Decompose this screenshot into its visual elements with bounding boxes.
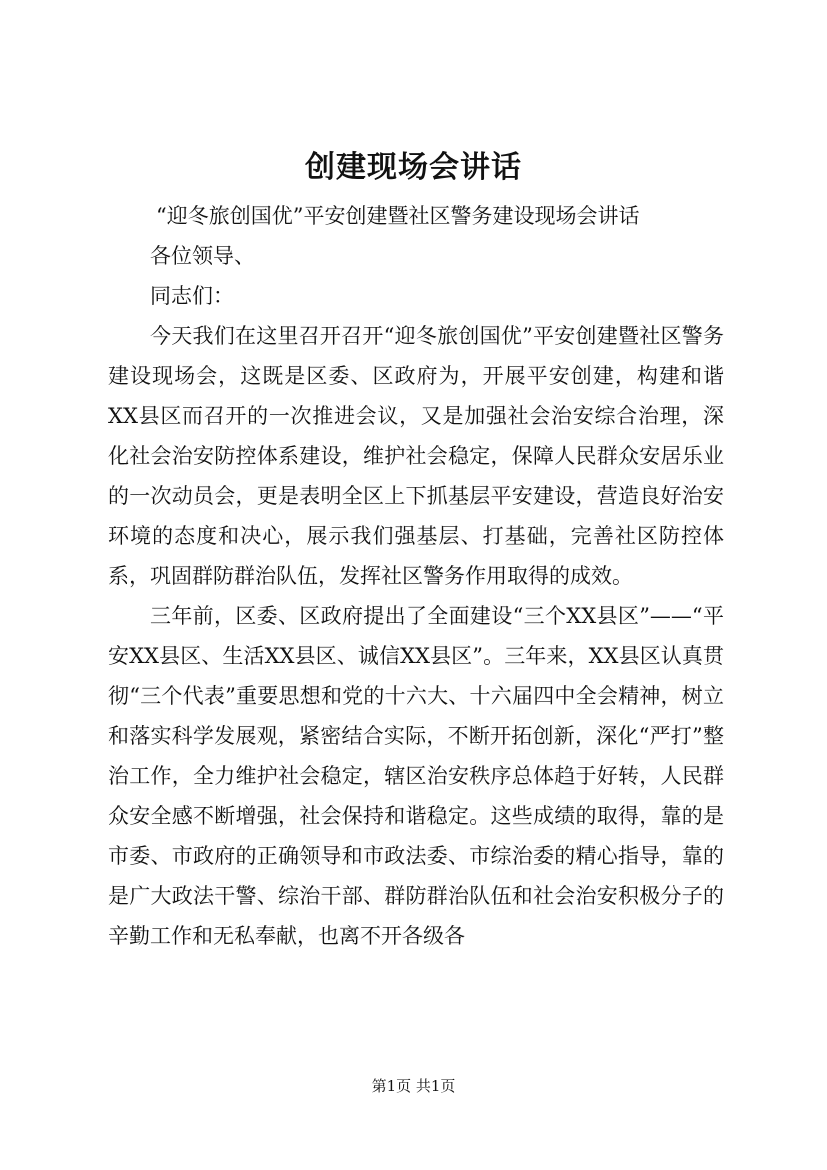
salutation-line-2: 同志们： <box>150 284 234 308</box>
salutation-line-1: 各位领导、 <box>150 244 255 268</box>
body-paragraph: 今天我们在这里召开召开“迎冬旅创国优”平安创建暨社区警务建设现场会，这既是区委、区政府为，开展平安创建，构建和谐XX县区而召开的一次推进会议，又是加强社会治安综合治理，深化社会治安防控体系建设，维护社会稳定，保障人民群众安居乐业的一次动员会，更是表明全区上下抓基层平安建设，营造良好治安环境的态度和决心，展示我们强基层、打基础，完善社区防控体系，巩固群防群治队伍，发挥社区警务作用取得的成效。 <box>108 324 724 588</box>
page-footer: 第1页 共1页 <box>371 1077 456 1095</box>
body-paragraph: 三年前，区委、区政府提出了全面建设“三个XX县区”——“平安XX县区、生活XX县区、诚信XX县区”。三年来，XX县区认真贯彻“三个代表”重要思想和党的十六大、十六届四中全会精神，树立和落实科学发展观，紧密结合实际，不断开拓创新，深化“严打”整治工作，全力维护社会稳定，辖区治安秩序总体趋于好转，人民群众安全感不断增强，社会保持和谐稳定。这些成绩的取得，靠的是市委、市政府的正确领导和市政法委、市综治委的精心指导，靠的是广大政法干警、综治干部、群防群治队伍和社会治安积极分子的辛勤工作和无私奉献，也离不开各级各 <box>108 604 724 948</box>
document-title: 创建现场会讲话 <box>305 150 522 185</box>
document-subtitle: “迎冬旅创国优”平安创建暨社区警务建设现场会讲话 <box>156 204 640 228</box>
document-body <box>108 196 724 956</box>
